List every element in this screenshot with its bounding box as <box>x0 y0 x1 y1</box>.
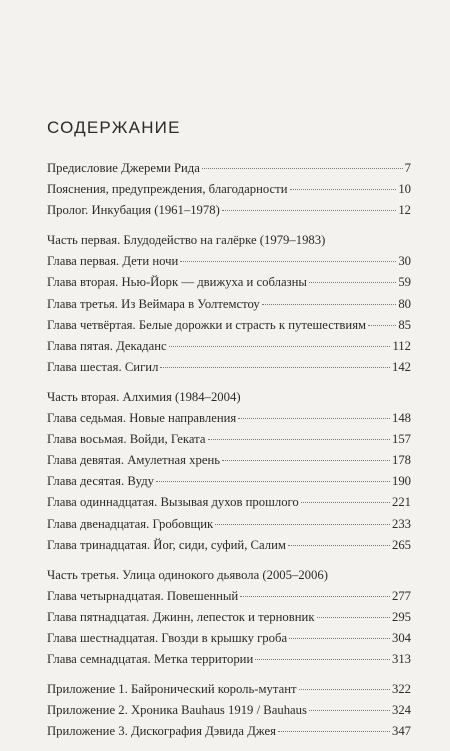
entry-title: Предисловие Джереми Рида <box>47 161 200 175</box>
page-number: 304 <box>391 630 411 645</box>
entry-title: Глава шестнадцатая. Гвозди в крышку гроба <box>47 630 288 645</box>
toc-group <box>47 387 411 556</box>
toc-entry <box>47 336 411 357</box>
entry-title: Пояснения, предупреждения, благодарности <box>47 182 288 197</box>
entry-title: Глава четвёртая. Белые дорожки и страсть к путешествиям <box>47 317 367 332</box>
dot-leader <box>317 617 390 618</box>
entry-title: Глава одиннадцатая. Вызывая духов прошлого <box>47 495 299 510</box>
entry-title: Глава седьмая. Новые направления <box>47 411 237 426</box>
page-number: 157 <box>391 432 411 447</box>
toc-group <box>47 679 411 742</box>
dot-leader <box>202 168 403 169</box>
toc-entry <box>47 294 411 315</box>
toc-entry <box>47 408 411 429</box>
page-number: 277 <box>391 588 411 603</box>
toc-entry <box>47 492 411 513</box>
dot-leader <box>156 481 390 482</box>
dot-leader <box>180 261 396 262</box>
part-title: Часть вторая. Алхимия (1984–2004) <box>47 389 241 404</box>
entry-title: Глава четырнадцатая. Повешенный <box>47 588 239 603</box>
contents-heading: СОДЕРЖАНИЕ <box>47 118 181 137</box>
entry-title: Глава шестая. Сигил <box>47 359 159 374</box>
page-number: 324 <box>391 703 411 718</box>
page-number: 30 <box>398 254 411 269</box>
toc-entry <box>47 535 411 556</box>
dot-leader <box>215 524 390 525</box>
page-number: 221 <box>391 495 411 510</box>
toc-entry <box>47 649 411 670</box>
page-number: 233 <box>391 516 411 531</box>
entry-title: Глава первая. Дети ночи <box>47 254 179 269</box>
dot-leader <box>309 710 390 711</box>
toc-entry <box>47 158 411 179</box>
page-number: 112 <box>392 338 411 353</box>
dot-leader <box>278 731 390 732</box>
part-title: Часть третья. Улица одинокого дьявола (2005–2006) <box>47 567 328 582</box>
toc-entry <box>47 721 411 742</box>
entry-title: Приложение 1. Байронический король-мутант <box>47 682 297 697</box>
entry-title: Приложение 3. Дискография Дэвида Джея <box>47 724 276 739</box>
table-of-contents <box>47 158 411 751</box>
page-number: 265 <box>391 537 411 552</box>
dot-leader <box>288 545 390 546</box>
dot-leader <box>222 460 390 461</box>
page-number: 80 <box>398 296 411 311</box>
toc-entry <box>47 357 411 378</box>
dot-leader <box>299 689 390 690</box>
entry-title: Глава пятая. Декаданс <box>47 338 167 353</box>
entry-title: Приложение 2. Хроника Bauhaus 1919 / Bauhaus <box>47 703 307 718</box>
page-number: 313 <box>391 652 411 667</box>
dot-leader <box>309 282 396 283</box>
toc-entry <box>47 251 411 272</box>
page-number: 178 <box>391 453 411 468</box>
toc-entry <box>47 179 411 200</box>
dot-leader <box>169 346 391 347</box>
dot-leader <box>368 325 396 326</box>
toc-group <box>47 565 411 670</box>
page-number: 59 <box>398 275 411 290</box>
dot-leader <box>160 367 390 368</box>
page-number: 190 <box>391 474 411 489</box>
part-title: Часть первая. Блудодейство на галёрке (1979–1983) <box>47 233 326 248</box>
entry-title: Глава семнадцатая. Метка территории <box>47 652 254 667</box>
toc-entry <box>47 429 411 450</box>
page-number: 148 <box>391 411 411 426</box>
entry-title: Глава двенадцатая. Гробовщик <box>47 516 214 531</box>
toc-group <box>47 158 411 221</box>
toc-entry <box>47 700 411 721</box>
entry-title: Глава третья. Из Веймара в Уолтемстоу <box>47 296 260 311</box>
toc-entry <box>47 607 411 628</box>
dot-leader <box>255 659 390 660</box>
entry-title: Глава тринадцатая. Йог, сиди, суфий, Салим <box>47 537 286 552</box>
dot-leader <box>222 210 397 211</box>
toc-entry <box>47 272 411 293</box>
page-number: 322 <box>391 682 411 697</box>
entry-title: Глава пятнадцатая. Джинн, лепесток и терновник <box>47 609 315 624</box>
dot-leader <box>262 304 397 305</box>
dot-leader <box>208 439 390 440</box>
page-number: 295 <box>391 609 411 624</box>
dot-leader <box>238 418 390 419</box>
toc-entry <box>47 628 411 649</box>
toc-entry <box>47 450 411 471</box>
dot-leader <box>301 502 390 503</box>
page-number: 142 <box>391 359 411 374</box>
dot-leader <box>240 596 390 597</box>
page-number: 347 <box>391 724 411 739</box>
toc-entry <box>47 514 411 535</box>
entry-title: Глава девятая. Амулетная хрень <box>47 453 221 468</box>
dot-leader <box>289 638 390 639</box>
toc-entry <box>47 471 411 492</box>
page-number: 10 <box>398 182 411 197</box>
entry-title: Глава восьмая. Войди, Геката <box>47 432 206 447</box>
entry-title: Глава десятая. Вуду <box>47 474 154 489</box>
toc-entry <box>47 200 411 221</box>
toc-entry <box>47 315 411 336</box>
entry-title: Глава вторая. Нью-Йорк — движуха и соблазны <box>47 275 307 290</box>
toc-entry <box>47 679 411 700</box>
entry-title: Пролог. Инкубация (1961–1978) <box>47 203 220 218</box>
page-number: 7 <box>404 161 411 175</box>
page-number: 12 <box>398 203 411 218</box>
dot-leader <box>290 189 397 190</box>
page-number: 85 <box>398 317 411 332</box>
toc-group <box>47 230 411 378</box>
toc-entry <box>47 586 411 607</box>
